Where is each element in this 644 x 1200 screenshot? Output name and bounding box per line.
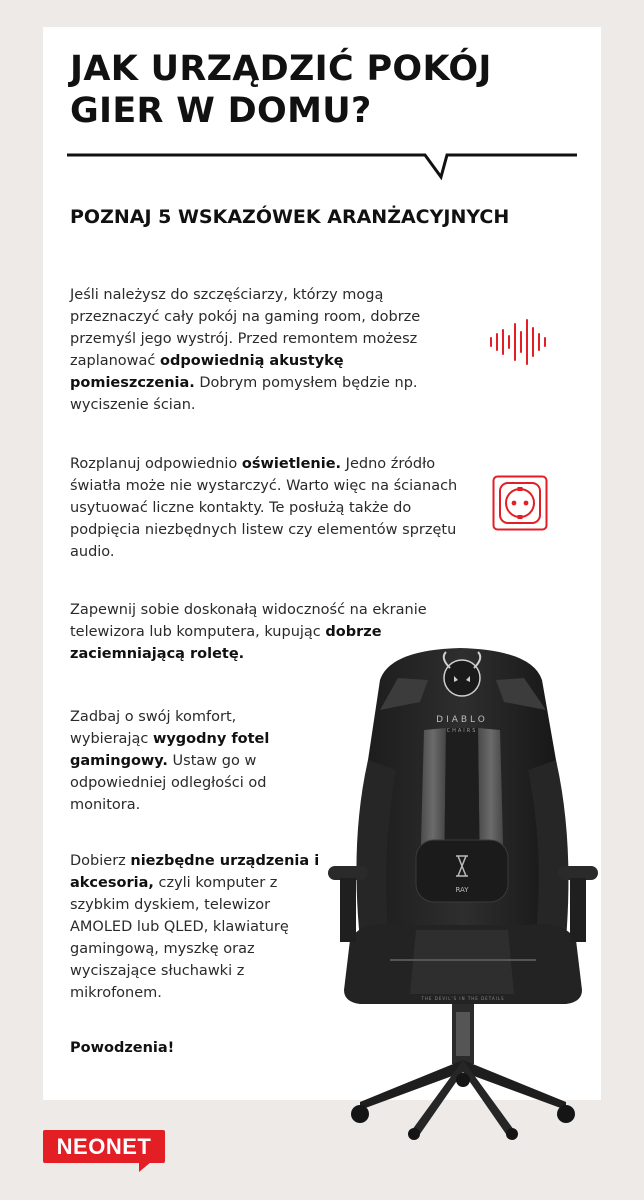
tip-blinds: Zapewnij sobie doskonałą widoczność na ekranie telewizora lub komputera, kupując dobrze zaciemniającą roletę. <box>70 602 427 662</box>
logo-text: NEONET <box>43 1130 165 1163</box>
tip-acoustics: Jeśli należysz do szczęściarzy, którzy mogą przeznaczyć cały pokój na gaming room, dobrze przemyśl jego wystrój. Przed remontem możesz zaplanować odpowiednią akustykę pomieszczenia. Dobrym pomysłem będzie np. wyciszenie ścian. <box>70 287 421 413</box>
closing-text: Powodzenia! <box>70 1040 175 1056</box>
tip-accessories: Dobierz niezbędne urządzenia i akcesoria, czyli komputer z szybkim dyskiem, telewizor AMOLED lub QLED, klawiaturę gamingową, myszkę oraz wyciszające słuchawki z mikrofonem. <box>70 853 320 1001</box>
title-line-1: JAK URZĄDZIĆ POKÓJ <box>70 49 492 89</box>
tip-lighting: Rozplanuj odpowiednio oświetlenie. Jedno źródło światła może nie wystarczyć. Warto więc na ścianach usytuować liczne kontakty. Te posłużą także do podpięcia niezbędnych listew czy elementów sprzętu audio. <box>70 456 458 560</box>
gaming-chair-image <box>320 640 606 1140</box>
page-title <box>70 48 590 132</box>
title-line-2: GIER W DOMU? <box>70 91 372 131</box>
sound-wave-icon <box>488 314 550 370</box>
subtitle: POZNAJ 5 WSKAZÓWEK ARANŻACYJNYCH <box>70 206 510 228</box>
chair-brand: DIABLO <box>436 715 488 725</box>
logo-speech-tail <box>139 1162 151 1172</box>
chair-sub-brand: CHAIRS <box>446 728 478 734</box>
tip-chair: Zadbaj o swój komfort, wybierając wygodny fotel gamingowy. Ustaw go w odpowiedniej odległości od monitora. <box>70 709 270 813</box>
chair-slogan: THE DEVIL'S IN THE DETAILS <box>421 996 505 1001</box>
chair-model: RAY <box>455 886 469 894</box>
power-socket-icon <box>492 475 548 531</box>
neonet-logo[interactable] <box>43 1130 167 1172</box>
speech-bubble-divider <box>67 147 577 183</box>
